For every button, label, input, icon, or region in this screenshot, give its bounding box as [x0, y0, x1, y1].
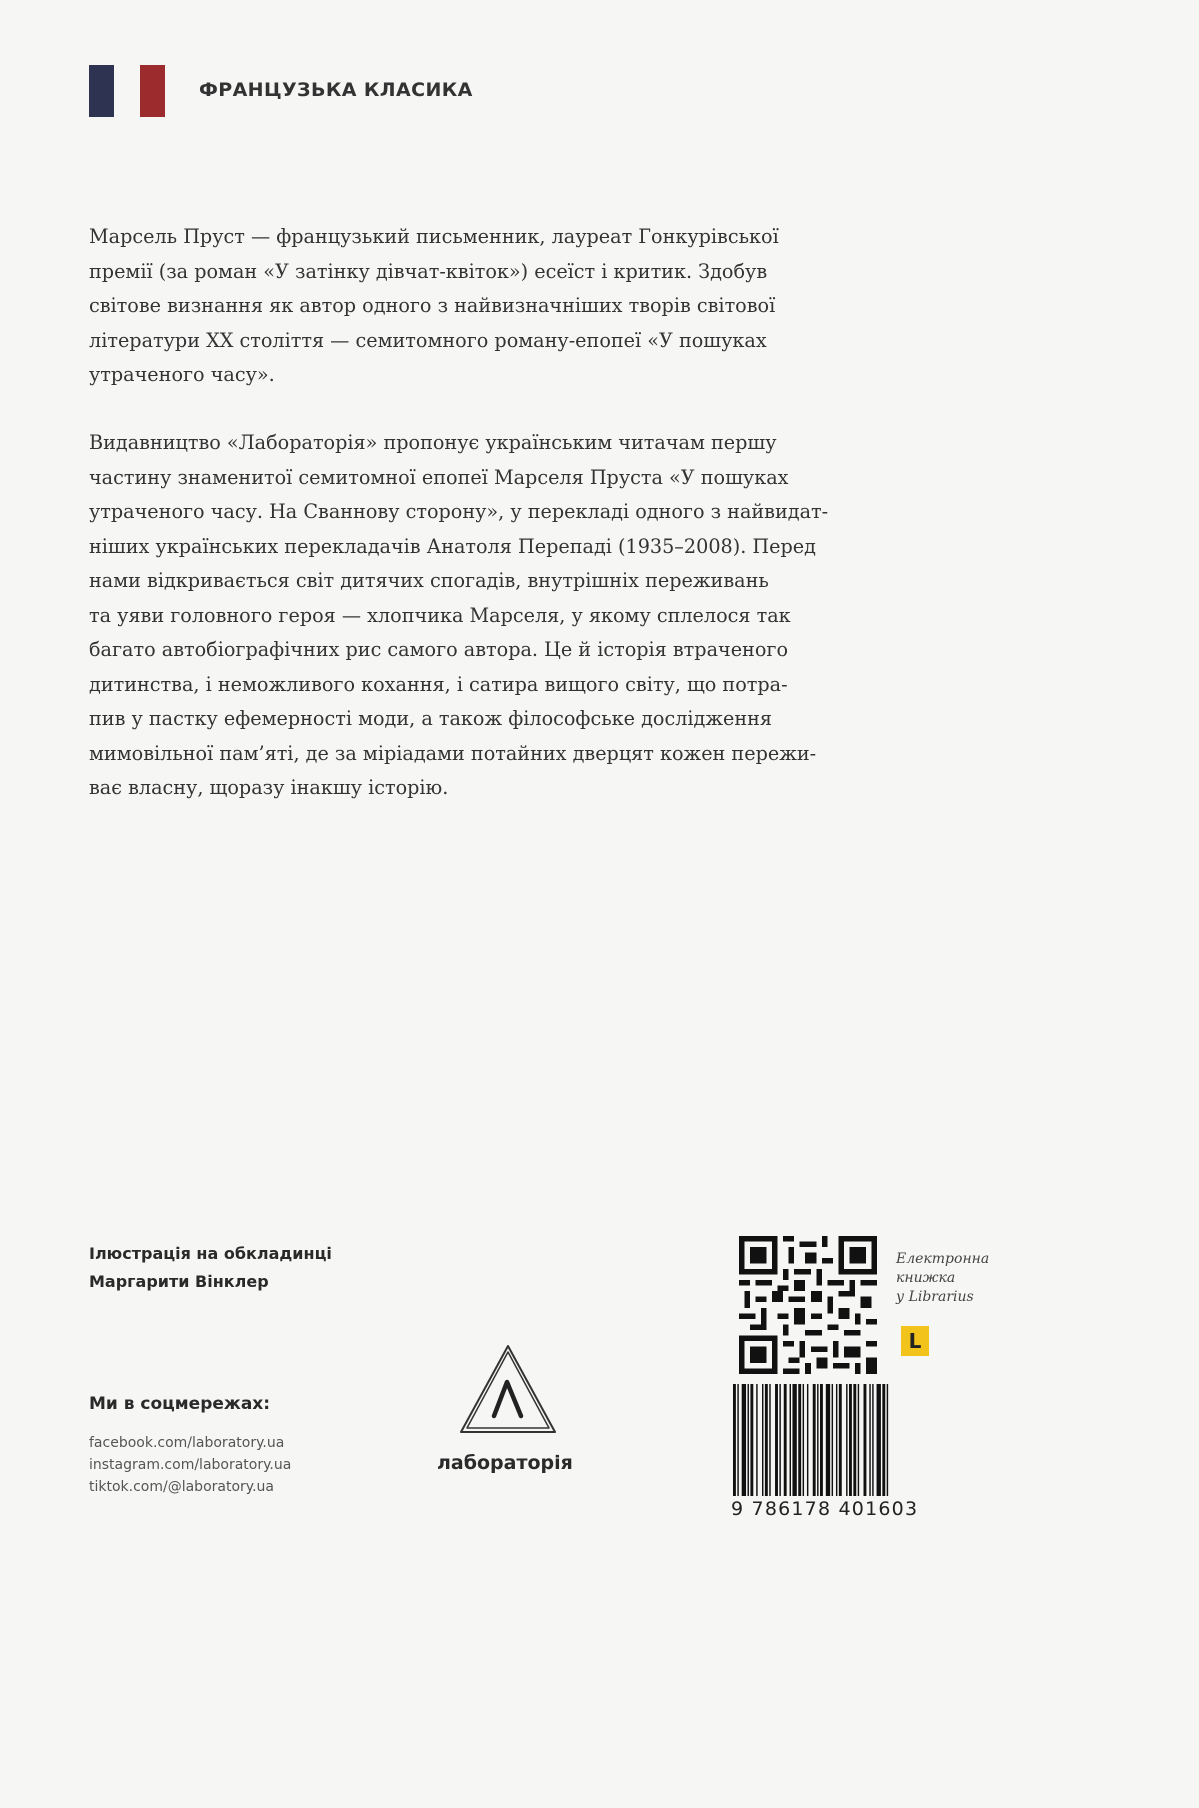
- text-line: утраченого часу. На Сваннову сторону», у перекладі одного з найвидат-: [89, 500, 829, 523]
- social-link-instagram[interactable]: instagram.com/laboratory.ua: [89, 1457, 292, 1473]
- book-description-paragraph: [89, 426, 949, 806]
- publisher-name: лабораторія: [437, 1452, 573, 1474]
- text-line: світове визнання як автор одного з найвизначніших творів світової: [89, 294, 776, 317]
- text-line: ніших українських перекладачів Анатоля Перепаді (1935–2008). Перед: [89, 534, 816, 558]
- triangle-lambda-logo-icon: [457, 1342, 559, 1438]
- text-line: премії (за роман «У затінку дівчат-квіток») есеїст і критик. Здобув: [89, 259, 768, 283]
- ebook-line: у Librarius: [896, 1289, 974, 1305]
- ebook-note: [896, 1250, 989, 1307]
- text-line: пив у пастку ефемерності моди, а також філософське дослідження: [89, 707, 773, 730]
- text-line: дитинства, і неможливого кохання, і сатира вищого світу, що потра-: [89, 672, 788, 696]
- text-line: Видавництво «Лабораторія» пропонує українським читачам першу: [89, 431, 777, 454]
- illustration-credit-line2: Маргарити Вінклер: [89, 1272, 269, 1291]
- text-line: мимовільної пам’яті, де за міріадами потайних дверцят кожен пережи-: [89, 741, 817, 765]
- flag-red-stripe: [140, 65, 165, 117]
- isbn-digits: 9 786178 401603: [731, 1498, 919, 1520]
- text-line: та уяви головного героя — хлопчика Марселя, у якому сплелося так: [89, 603, 791, 627]
- series-title: ФРАНЦУЗЬКА КЛАСИКА: [199, 79, 473, 101]
- illustration-credit: [89, 1240, 332, 1296]
- social-heading: Ми в соцмережах:: [89, 1394, 271, 1414]
- social-link-facebook[interactable]: facebook.com/laboratory.ua: [89, 1435, 285, 1451]
- librarius-logo-icon: L: [901, 1326, 929, 1356]
- social-link-tiktok[interactable]: tiktok.com/@laboratory.ua: [89, 1479, 274, 1495]
- barcode-icon: [731, 1384, 936, 1496]
- text-line: ває власну, щоразу інакшу історію.: [89, 776, 449, 799]
- illustration-credit-line1: Ілюстрація на обкладинці: [89, 1244, 332, 1263]
- author-paragraph: [89, 220, 949, 393]
- flag-blue-stripe: [89, 65, 114, 117]
- ebook-line: Електронна: [896, 1251, 990, 1267]
- ebook-line: книжка: [896, 1270, 956, 1286]
- text-line: Марсель Пруст — французький письменник, лауреат Гонкурівської: [89, 225, 779, 248]
- text-line: літератури XX століття — семитомного роману-епопеї «У пошуках: [89, 328, 767, 352]
- social-links: [89, 1432, 291, 1498]
- text-line: утраченого часу».: [89, 363, 275, 386]
- text-line: багато автобіографічних рис самого автора. Це й історія втраченого: [89, 638, 788, 661]
- text-line: нами відкривається світ дитячих спогадів, внутрішніх переживань: [89, 569, 769, 592]
- qr-code-icon: [739, 1236, 877, 1374]
- text-line: частину знаменитої семитомної епопеї Марселя Пруста «У пошуках: [89, 465, 789, 489]
